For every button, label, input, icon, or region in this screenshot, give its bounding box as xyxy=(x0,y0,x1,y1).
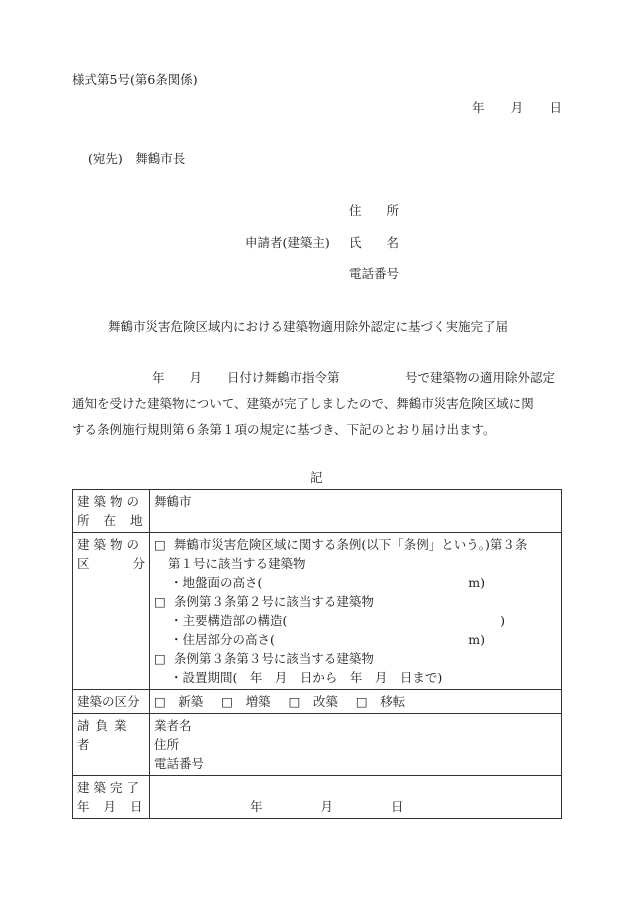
category-options: □ 舞鶴市災害危険区域に関する条例(以下「条例」という。)第３条 第１号に該当する建築物 ・地盤面の高さ( m) □ 条例第３条第２号に該当する建築物 ・主要構造部の構造( ) ・住居部分の高さ( m) □ 条例第３条第３号に該当する建築物 ・設置期間( 年 月 日から 年 月 日まで) xyxy=(150,533,562,690)
build-type-head: 建築の区分 xyxy=(73,690,150,714)
ki-heading: 記 xyxy=(310,470,323,485)
checkbox-opt1[interactable]: □ xyxy=(154,537,166,552)
category-row xyxy=(73,533,562,690)
phone-label: 電話番号 xyxy=(349,266,400,281)
address-label: 住 所 xyxy=(349,203,400,218)
location-row xyxy=(73,490,562,533)
build-type-row xyxy=(73,690,562,714)
addressee: (宛先) 舞鶴市長 xyxy=(88,151,186,166)
date-month: 月 xyxy=(510,100,524,115)
date-year: 年 xyxy=(472,100,485,115)
contractor-phone-label: 電話番号 xyxy=(154,756,205,771)
body-line-1b: 号で建築物の適用除外認定 xyxy=(405,370,556,385)
checkbox-opt3[interactable]: □ xyxy=(154,651,166,666)
completion-date: 年 月 日 xyxy=(150,776,562,819)
location-value: 舞鶴市 xyxy=(150,490,562,533)
option-relocation[interactable]: □ 移転 xyxy=(355,694,406,709)
contractor-fields xyxy=(150,714,562,776)
completion-head: 建築完了 年月日 xyxy=(73,776,150,819)
contractor-address-label: 住所 xyxy=(154,737,180,752)
build-type-options xyxy=(150,690,562,714)
category-head: 建築物の 区 分 xyxy=(73,533,150,690)
completion-row xyxy=(73,776,562,819)
applicant-label: 申請者(建築主) xyxy=(245,235,330,250)
contractor-row xyxy=(73,714,562,776)
option-renovation[interactable]: □ 改築 xyxy=(288,694,338,709)
location-head: 建築物の 所在地 xyxy=(73,490,150,533)
body-line-2: 通知を受けた建築物について、建築が完了しましたので、舞鶴市災害危険区域に関 xyxy=(72,396,534,411)
notification-table xyxy=(72,489,562,819)
name-label: 氏 名 xyxy=(349,235,400,250)
checkbox-opt2[interactable]: □ xyxy=(154,594,166,609)
document-title: 舞鶴市災害危険区域内における建築物適用除外認定に基づく実施完了届 xyxy=(108,319,509,334)
contractor-name-label: 業者名 xyxy=(154,718,192,733)
body-line-1a: 年 月 日付け舞鶴市指令第 xyxy=(152,370,340,385)
date-day: 日 xyxy=(549,100,562,115)
contractor-head: 請負業者 xyxy=(73,714,150,776)
body-line-3: する条例施行規則第６条第１項の規定に基づき、下記のとおり届け出ます。 xyxy=(72,422,496,437)
date-line xyxy=(472,100,562,116)
option-extension[interactable]: □ 増築 xyxy=(221,694,271,709)
option-new[interactable]: □ 新築 xyxy=(154,694,204,709)
form-number: 様式第5号(第6条関係) xyxy=(72,72,198,87)
